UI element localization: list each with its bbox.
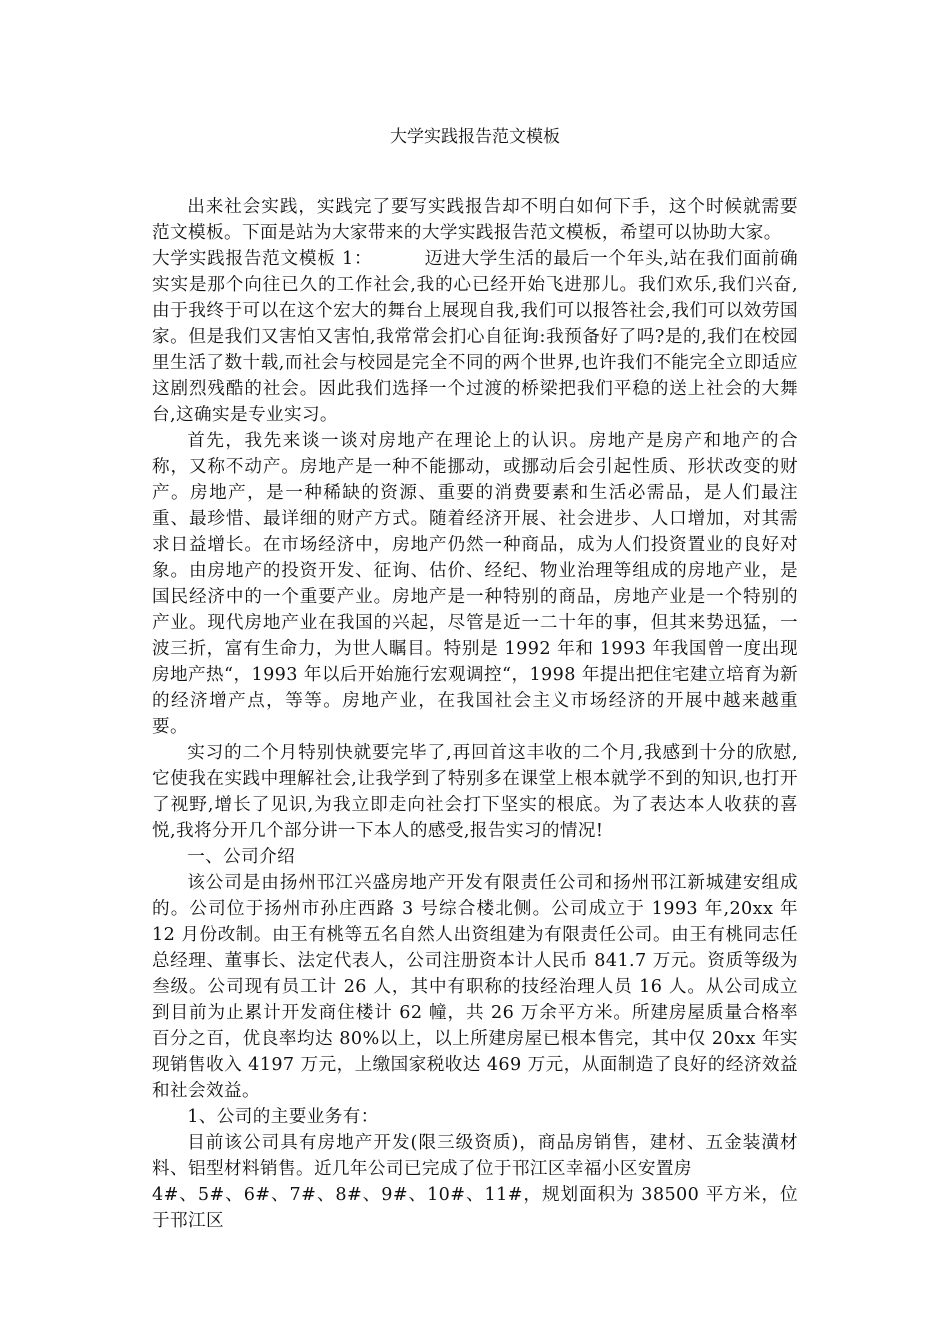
real-estate-paragraph: 首先，我先来谈一谈对房地产在理论上的认识。房地产是房产和地产的合称，又称不动产。房地产是一种不能挪动，或挪动后会引起性质、形状改变的财产。房地产，是一种稀缺的资源、重要的消费要素和生活必需品，是人们最注重、最珍惜、最详细的财产方式。随着经济开展、社会进步、人口增加，对其需求日益增长。在市场经济中，房地产仍然一种商品，成为人们投资置业的良好对象。由房地产的投资开发、征询、估价、经纪、物业治理等组成的房地产业，是国民经济中的一个重要产业。房地产是一种特别的商品，房地产业是一个特别的产业。现代房地产业在我国的兴起，尽管是近一二十年的事，但其来势迅猛，一波三折，富有生命力，为世人瞩目。特别是 1992 年和 1993 年我国曾一度出现房地产热“，1993 年以后开始施行宏观调控“，1998 年提出把住宅建立培育为新的经济增产点，等等。房地产业，在我国社会主义市场经济的开展中越来越重要。 <box>152 431 798 737</box>
intro-paragraph: 出来社会实践，实践完了要写实践报告却不明白如何下手，这个时候就需要范文模板。下面是站为大家带来的大学实践报告范文模板，希望可以协助大家。 <box>152 197 798 243</box>
internship-paragraph: 实习的二个月特别快就要完毕了,再回首这丰收的二个月,我感到十分的欣慰,它使我在实践中理解社会,让我学到了特别多在课堂上根本就学不到的知识,也打开了视野,增长了见识,为我立即走向社会打下坚实的根底。为了表达本人收获的喜悦,我将分开几个部分讲一下本人的感受,报告实习的情况! <box>152 743 798 841</box>
template-text: 迈进大学生活的最后一个年头,站在我们面前确实实是那个向往已久的工作社会,我的心已经开始飞进那儿。我们欢乐,我们兴奋,由于我终于可以在这个宏大的舞台上展现自我,我们可以报答社会,我们可以效劳国家。但是我们又害怕又害怕,我常常会扪心自征询:我预备好了吗?是的,我们在校园里生活了数十载,而社会与校园是完全不同的两个世界,也许我们不能完全立即适应这剧烈残酷的社会。因此我们选择一个过渡的桥梁把我们平稳的送上社会的大舞台,这确实是专业实习。 <box>152 249 798 425</box>
document-title: 大学实践报告范文模板 <box>390 127 560 147</box>
company-paragraph: 该公司是由扬州邗江兴盛房地产开发有限责任公司和扬州邗江新城建安组成的。公司位于扬州市孙庄西路 3 号综合楼北侧。公司成立于 1993 年,20xx 年 12 月份改制。由王有桃等五名自然人出资组建为有限责任公司。由王有桃同志任总经理、董事长、法定代表人，公司注册资本计人民币 841.7 万元。资质等级为叁级。公司现有员工计 26 人，其中有职称的技经治理人员 16 人。从公司成立到目前为止累计开发商住楼计 62 幢，共 26 万余平方米。所建房屋质量合格率百分之百，优良率均达 80%以上，以上所建房屋已根本售完，其中仅 20xx 年实现销售收入 4197 万元，上缴国家税收达 469 万元，从面制造了良好的经济效益和社会效益。 <box>152 873 798 1101</box>
document-body <box>152 194 798 1234</box>
business-paragraph-continued: 4#、5#、6#、7#、8#、9#、10#、11#，规划面积为 38500 平方米，位于邗江区 <box>152 1185 798 1231</box>
template-paragraph <box>152 246 798 428</box>
section-heading-company: 一、公司介绍 <box>187 847 296 867</box>
template-label: 大学实践报告范文模板 1： <box>152 249 373 269</box>
business-paragraph: 目前该公司具有房地产开发(限三级资质)，商品房销售，建材、五金装潢材料、铝型材料销售。近几年公司已完成了位于邗江区幸福小区安置房 <box>152 1133 798 1179</box>
section-heading-business: 1、公司的主要业务有： <box>187 1107 379 1127</box>
